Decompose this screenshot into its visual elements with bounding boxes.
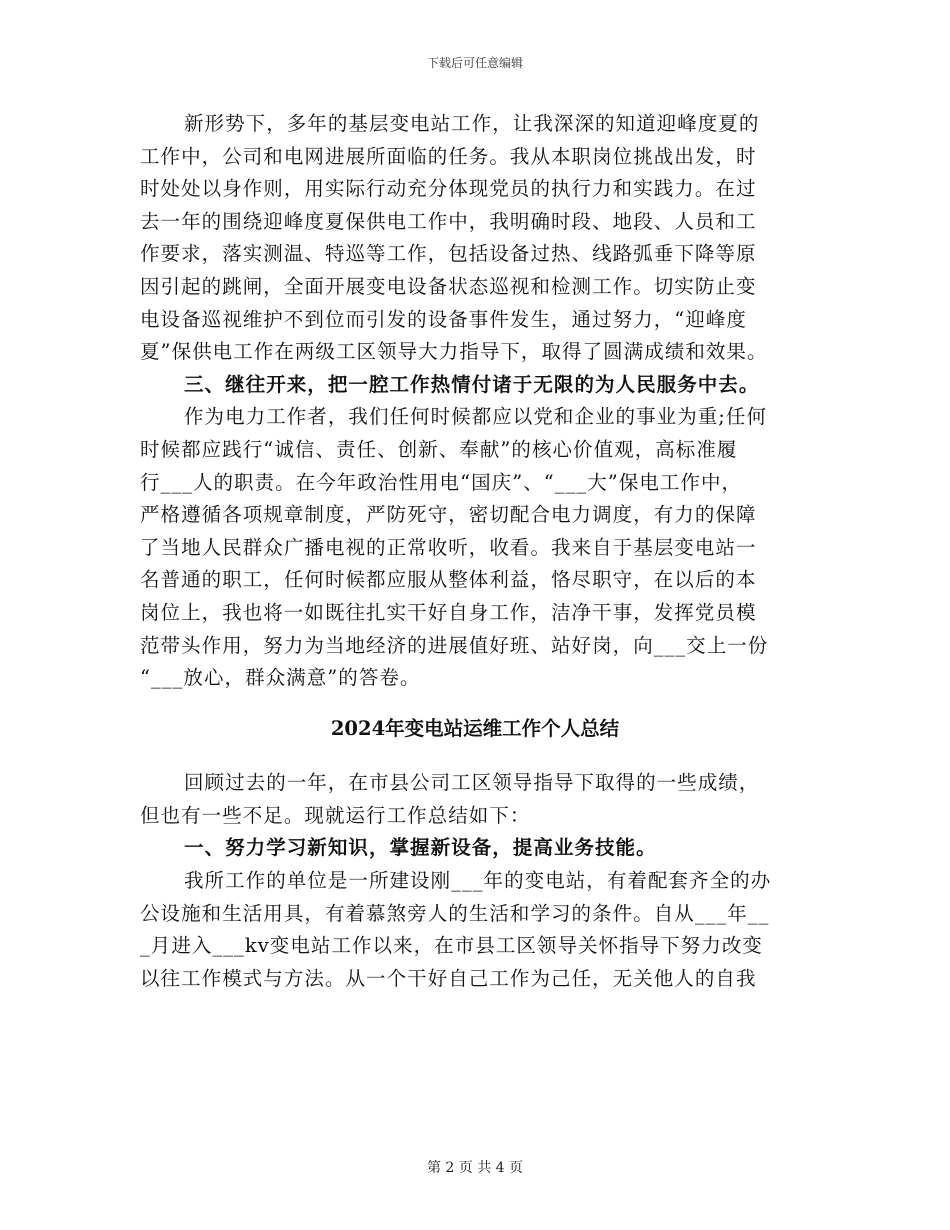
text-line: 夏”保供电工作在两级工区领导大力指导下，取得了圆满成绩和效果。 bbox=[140, 340, 768, 364]
text-line: 岗位上，我也将一如既往扎实干好自身工作，洁净干事，发挥党员模 bbox=[140, 600, 757, 624]
text-line: “___放心，群众满意”的答卷。 bbox=[140, 666, 421, 690]
text-line: 电设备巡视维护不到位而引发的设备事件发生，通过努力，“迎峰度 bbox=[140, 307, 747, 331]
paragraph-workplace bbox=[140, 865, 810, 995]
text-line: 范带头作用，努力为当地经济的进展值好班、站好岗，向___交上一份 bbox=[140, 633, 769, 657]
text-line: 作要求，落实测温、特巡等工作，包括设备过热、线路弧垂下降等原 bbox=[140, 242, 757, 266]
text-line: 公设施和生活用具，有着慕煞旁人的生活和学习的条件。自从___年__ bbox=[140, 901, 770, 925]
text-line: 工作中，公司和电网进展所面临的任务。我从本职岗位挑战出发，时 bbox=[140, 144, 757, 168]
text-line: 以往工作模式与方法。从一个干好自己工作为己任，无关他人的自我 bbox=[140, 966, 757, 990]
text-line: 时候都应践行“诚信、责任、创新、奉献”的核心价值观，高标准履 bbox=[140, 437, 738, 461]
text-line: _月进入___kv变电站工作以来，在市县工区领导关怀指导下努力改变 bbox=[140, 934, 763, 958]
text-line: 我所工作的单位是一所建设刚___年的变电站，有着配套齐全的办 bbox=[184, 869, 772, 893]
document-body bbox=[140, 108, 810, 995]
text-line: 了当地人民群众广播电视的正常收听，收看。我来自于基层变电站一 bbox=[140, 535, 757, 559]
page-header: 下载后可任意编辑 bbox=[426, 56, 523, 70]
paragraph-power-worker bbox=[140, 401, 810, 694]
text-line: 回顾过去的一年，在市县公司工区领导指导下取得的一些成绩， bbox=[184, 771, 760, 795]
section-heading-3: 三、继往开来，把一腔工作热情付诸于无限的为人民服务中去。 bbox=[184, 372, 760, 396]
text-line: 时处处以身作则，用实际行动充分体现党员的执行力和实践力。在过 bbox=[140, 177, 757, 201]
text-line: 但也有一些不足。现就运行工作总结如下： bbox=[140, 803, 531, 827]
text-line: 去一年的围绕迎峰度夏保供电工作中，我明确时段、地段、人员和工 bbox=[140, 209, 757, 233]
paragraph-review bbox=[140, 767, 810, 832]
section-heading-1: 一、努力学习新知识，掌握新设备，提高业务技能。 bbox=[184, 836, 657, 860]
page-footer: 第 2 页 共 4 页 bbox=[426, 1160, 524, 1176]
paragraph-peak-summer bbox=[140, 108, 810, 369]
text-line: 行___人的职责。在今年政治性用电“国庆”、“___大”保电工作中， bbox=[140, 470, 743, 494]
text-line: 新形势下，多年的基层变电站工作，让我深深的知道迎峰度夏的 bbox=[184, 112, 760, 135]
document-title: 2024年变电站运维工作个人总结 bbox=[330, 716, 620, 740]
text-line: 因引起的跳闸，全面开展变电设备状态巡视和检测工作。切实防止变 bbox=[140, 274, 757, 298]
text-line: 名普通的职工，任何时候都应服从整体利益，恪尽职守，在以后的本 bbox=[140, 568, 757, 592]
text-line: 作为电力工作者，我们任何时候都应以党和企业的事业为重;任何 bbox=[184, 405, 768, 429]
text-line: 严格遵循各项规章制度，严防死守，密切配合电力调度，有力的保障 bbox=[140, 503, 757, 527]
